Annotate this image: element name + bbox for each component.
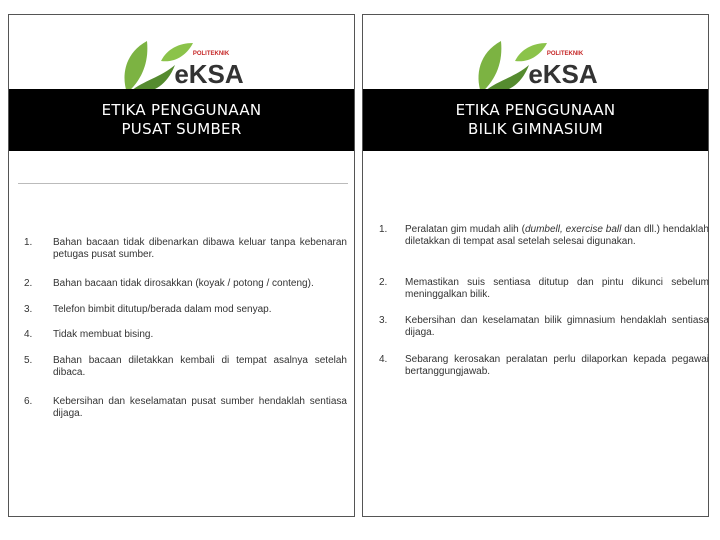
item-text: Sebarang kerosakan peralatan perlu dilaporkan kepada pegawai bertanggungjawab. (405, 354, 709, 377)
item-text: Tidak membuat bising. (53, 329, 154, 340)
item-text: Kebersihan dan keselamatan pusat sumber hendaklah sentiasa dijaga. (53, 396, 347, 419)
item-text: Memastikan suis sentiasa ditutup dan pintu dikunci sebelum meninggalkan bilik. (405, 277, 709, 300)
svg-text:POLITEKNIK: POLITEKNIK (192, 51, 229, 57)
item-text: Bahan bacaan diletakkan kembali di tempat asalnya setelah dibaca. (53, 355, 347, 378)
item-text: Bahan bacaan tidak dibenarkan dibawa keluar tanpa kebenaran petugas pusat sumber. (53, 237, 347, 260)
item-text: Telefon bimbit ditutup/berada dalam mod senyap. (53, 304, 272, 315)
item-number: 4. (379, 354, 388, 365)
item-number: 3. (24, 304, 33, 315)
item-number: 4. (24, 329, 33, 340)
svg-text:POLITEKNIK: POLITEKNIK (546, 51, 583, 57)
leaf-logo-icon (117, 35, 247, 95)
divider-rule (18, 183, 348, 184)
left-panel (8, 14, 355, 517)
item-text: Peralatan gim mudah alih (dumbell, exercise ball dan dll.) hendaklah diletakkan di tempat asal setelah selesai digunakan. (405, 224, 709, 247)
item-number: 3. (379, 315, 388, 326)
page-title-banner (9, 89, 354, 151)
item-number: 6. (24, 396, 33, 407)
page-title-banner (363, 89, 708, 151)
title-line-2: PUSAT SUMBER (121, 120, 242, 138)
title-line-1: ETIKA PENGGUNAAN (101, 101, 262, 119)
item-number: 1. (24, 237, 33, 248)
right-panel (362, 14, 709, 517)
item-number: 1. (379, 224, 388, 235)
item-text: Bahan bacaan tidak dirosakkan (koyak / potong / conteng). (53, 278, 314, 289)
item-number: 2. (24, 278, 33, 289)
item-text: Kebersihan dan keselamatan bilik gimnasium hendaklah sentiasa dijaga. (405, 315, 709, 338)
leaf-logo-icon (471, 35, 601, 95)
item-number: 2. (379, 277, 388, 288)
svg-text:eKSA: eKSA (173, 59, 244, 89)
title-line-1: ETIKA PENGGUNAAN (455, 101, 616, 119)
politeknik-eksa-logo (117, 35, 247, 95)
svg-text:eKSA: eKSA (527, 59, 598, 89)
politeknik-eksa-logo (471, 35, 601, 95)
item-number: 5. (24, 355, 33, 366)
title-line-2: BILIK GIMNASIUM (468, 120, 603, 138)
